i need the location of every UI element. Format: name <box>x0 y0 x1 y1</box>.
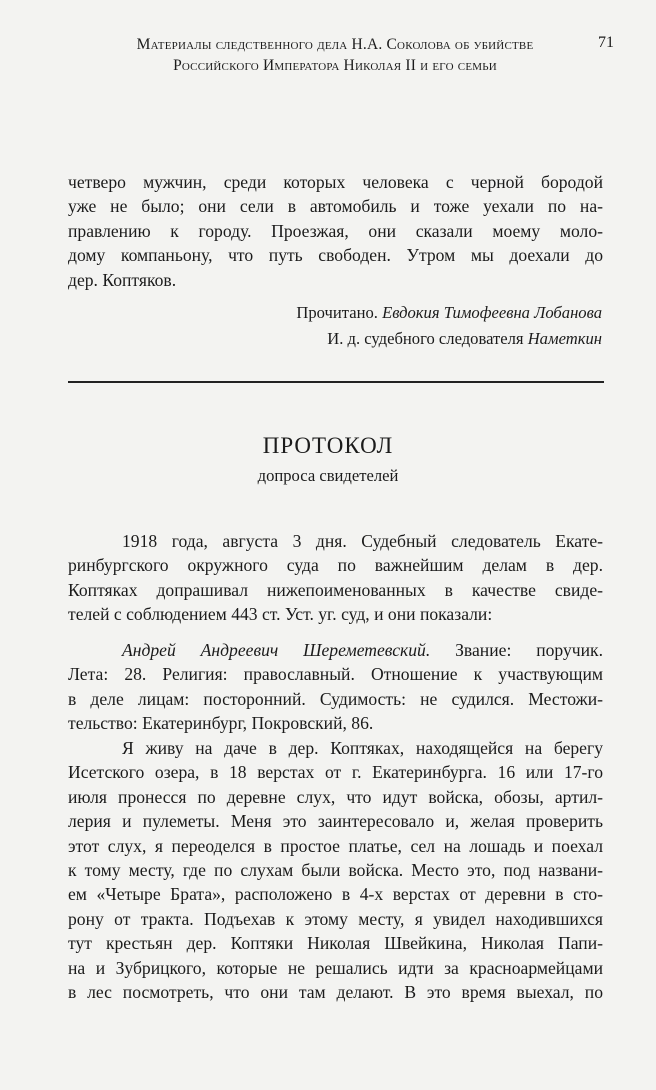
paragraph-4 <box>68 736 603 1004</box>
paragraph-1-line: уже не было; они сели в автомобиль и тоже уехали по на- <box>68 196 603 217</box>
paragraph-3 <box>68 638 603 736</box>
paragraph-4-line: тут крестьян дер. Коптяки Николая Швейкина, Николая Папи- <box>68 933 603 954</box>
paragraph-1 <box>68 170 603 292</box>
page-number: 71 <box>598 34 614 51</box>
signature-investigator-prefix: И. д. судебного следователя <box>327 329 524 348</box>
paragraph-3-line: Лета: 28. Религия: православный. Отношение к участвующим <box>68 664 603 685</box>
running-header <box>100 34 570 76</box>
paragraph-2 <box>68 529 603 627</box>
signature-investigator <box>327 329 602 349</box>
header-title-line-1: Материалы следственного дела Н.А. Соколова об убийстве <box>136 36 534 53</box>
paragraph-4-line: июля пронесся по деревне слух, что идут войска, обозы, артил- <box>68 786 603 807</box>
paragraph-3-line <box>68 638 603 662</box>
section-divider <box>68 381 604 383</box>
paragraph-1-line: дому компаньону, что путь свободен. Утром мы доехали до <box>68 245 603 266</box>
paragraph-1-line: правлению к городу. Проезжая, они сказали моему моло- <box>68 220 603 241</box>
paragraph-4-line: в лес посмотреть, что они там делают. В это время выехал, по <box>68 982 603 1003</box>
header-title-line-2: Российского Императора Николая II и его семьи <box>173 57 497 74</box>
protocol-title: ПРОТОКОЛ <box>262 433 394 458</box>
signature-read-prefix: Прочитано. <box>296 303 378 322</box>
paragraph-1-line: четверо мужчин, среди которых человека с черной бородой <box>68 172 603 192</box>
paragraph-4-line: на и Зубрицкого, которые не решались идти за красноармейцами <box>68 957 603 978</box>
paragraph-4-line: рону от тракта. Подъехав к этому месту, я увидел находившихся <box>68 908 603 929</box>
paragraph-2-line: ринбургского окружного суда по важнейшим делам в дер. <box>68 555 603 576</box>
paragraph-4-line: лерия и пулеметы. Меня это заинтересовало и, желая проверить <box>68 811 603 832</box>
paragraph-4-line: ем «Четыре Брата», расположено в 4-х верстах от деревни в сто- <box>68 884 603 905</box>
signature-read <box>296 303 602 323</box>
paragraph-1-line: дер. Коптяков. <box>68 269 177 290</box>
paragraph-2-line: Коптяках допрашивал нижепоименованных в качестве свиде- <box>68 579 603 600</box>
paragraph-4-line: этот слух, я переоделся в простое платье, сел на лошадь и поехал <box>68 835 603 856</box>
paragraph-2-line: телей с соблюдением 443 ст. Уст. уг. суд, и они показали: <box>68 604 493 625</box>
signature-read-name: Евдокия Тимофеевна Лобанова <box>382 303 602 322</box>
protocol-subtitle: допроса свидетелей <box>257 466 399 485</box>
paragraph-4-line: к тому месту, где по слухам были войска. Место это, под названи- <box>68 860 603 881</box>
paragraph-3-line: тельство: Екатеринбург, Покровский, 86. <box>68 713 374 734</box>
paragraph-3-line: в деле лицам: посторонний. Судимость: не судился. Местожи- <box>68 688 603 709</box>
witness-name: Андрей Андреевич Шереметевский. <box>122 640 431 660</box>
paragraph-4-line: Я живу на даче в дер. Коптяках, находящейся на берегу <box>122 738 603 758</box>
witness-rank: Звание: поручик. <box>430 640 603 660</box>
paragraph-2-line: 1918 года, августа 3 дня. Судебный следователь Екате- <box>122 531 603 551</box>
signature-investigator-name: Наметкин <box>527 329 602 348</box>
paragraph-4-line: Исетского озера, в 18 верстах от г. Екатеринбурга. 16 или 17-го <box>68 762 603 783</box>
